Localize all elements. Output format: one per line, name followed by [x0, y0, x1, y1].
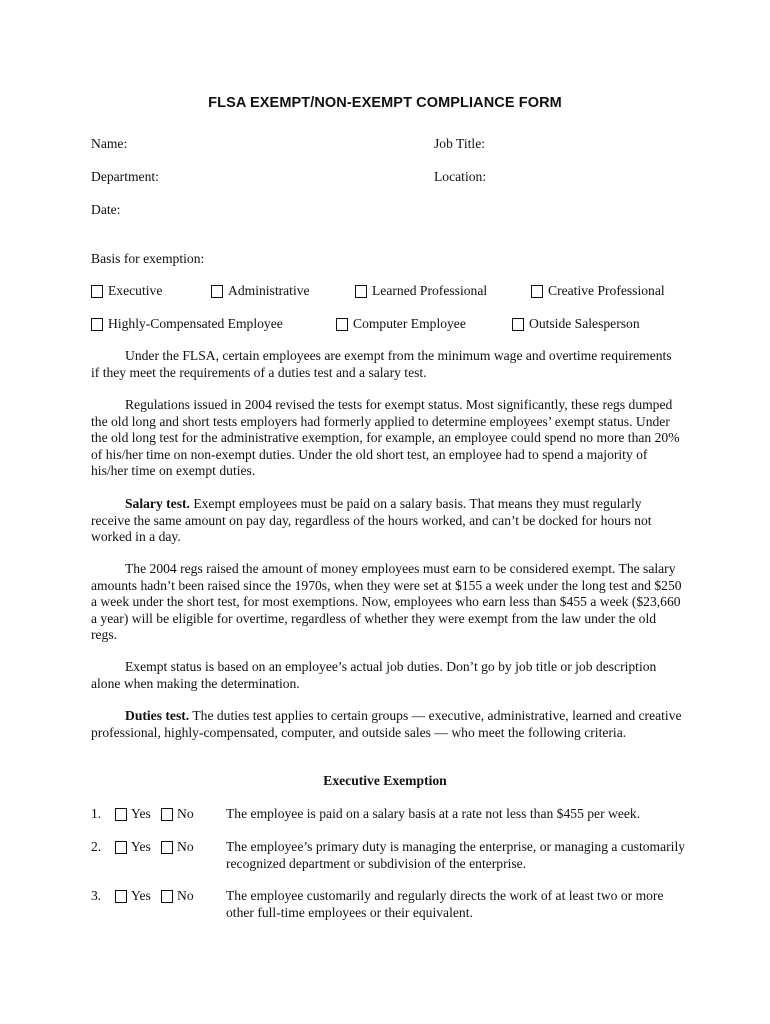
checkbox-square[interactable] [115, 890, 127, 903]
checkbox-square[interactable] [161, 841, 173, 854]
checkbox-square[interactable] [211, 285, 223, 298]
paragraph-text: The duties test applies to certain groups — executive, administrative, learned and creative professional, highly-compensated, computer, and outside sales — who meet the following criteria. [91, 708, 682, 740]
paragraph-text: The 2004 regs raised the amount of money employees must earn to be considered exempt. The salary amounts hadn’t been raised since the 1970s, when they were set at $155 a week under the long test and $250 a week under the short test, for most exemptions. Now, employees who earn less than $455 a week ($23,660 a year) will be eligible for overtime, regardless of whether they were exempt from the law under the old regs. [91, 561, 682, 643]
criterion-text: The employee customarily and regularly directs the work of at least two or more other full-time employees or their equivalent. [226, 888, 664, 920]
form-title: FLSA EXEMPT/NON-EXEMPT COMPLIANCE FORM [208, 95, 562, 111]
yes-label: Yes [131, 888, 151, 903]
yes-label: Yes [131, 806, 151, 821]
paragraph-flsa-intro [91, 348, 683, 381]
date-label: Date: [91, 202, 121, 217]
location-label: Location: [434, 169, 487, 184]
checkbox-highly-compensated[interactable] [91, 316, 283, 332]
no-label: No [177, 806, 194, 821]
criterion-text: The employee is paid on a salary basis at a rate not less than $455 per week. [226, 806, 641, 821]
yes-label: Yes [131, 839, 151, 854]
checkbox-square[interactable] [512, 318, 524, 331]
checkbox-square[interactable] [355, 285, 367, 298]
criterion-number: 3. [91, 888, 102, 903]
name-label: Name: [91, 136, 128, 151]
job-title-label: Job Title: [434, 136, 486, 151]
checkbox-label: Learned Professional [372, 283, 488, 298]
criterion-text: The employee’s primary duty is managing the enterprise, or managing a customarily recognized department or subdivision of the enterprise. [226, 839, 686, 871]
paragraph-text: Regulations issued in 2004 revised the tests for exempt status. Most significantly, these regs dumped the old long and short tests employers had formerly applied to determine employees’ exempt status. Under the old long test for the administrative exemption, for example, an employee could spend no more than 20% of his/her time on non-exempt duties. Under the old short test, an employee had to spend a majority of his/her time on exempt duties. [91, 397, 680, 479]
checkbox-outside-salesperson[interactable] [512, 316, 640, 332]
paragraph-2004-regulations [91, 397, 683, 480]
no-checkbox[interactable] [161, 806, 194, 822]
paragraph-lead: Salary test. [125, 496, 190, 511]
paragraph-exempt-status [91, 659, 683, 692]
paragraph-text: Under the FLSA, certain employees are exempt from the minimum wage and overtime requirements if they meet the requirements of a duties test and a salary test. [91, 348, 672, 380]
checkbox-label: Outside Salesperson [529, 316, 640, 331]
checkbox-label: Executive [108, 283, 163, 298]
executive-exemption-heading: Executive Exemption [323, 773, 447, 788]
yes-checkbox[interactable] [115, 888, 151, 904]
department-label: Department: [91, 169, 159, 184]
checkbox-label: Highly-Compensated Employee [108, 316, 283, 331]
paragraph-text: Exempt employees must be paid on a salary basis. That means they must regularly receive the same amount on pay day, regardless of the hours worked, and can’t be docked for hours not worked in a day. [91, 496, 652, 545]
checkbox-learned-professional[interactable] [355, 283, 487, 299]
no-label: No [177, 888, 194, 903]
checkbox-square[interactable] [91, 285, 103, 298]
checkbox-square[interactable] [336, 318, 348, 331]
yes-checkbox[interactable] [115, 806, 151, 822]
checkbox-square[interactable] [115, 808, 127, 821]
checkbox-square[interactable] [115, 841, 127, 854]
paragraph-duties-test [91, 708, 683, 741]
paragraph-lead: Duties test. [125, 708, 190, 723]
checkbox-executive[interactable] [91, 283, 162, 299]
yes-checkbox[interactable] [115, 839, 151, 855]
checkbox-square[interactable] [161, 890, 173, 903]
checkbox-administrative[interactable] [211, 283, 310, 299]
checkbox-label: Creative Professional [548, 283, 665, 298]
checkbox-label: Computer Employee [353, 316, 466, 331]
no-label: No [177, 839, 194, 854]
checkbox-square[interactable] [91, 318, 103, 331]
no-checkbox[interactable] [161, 839, 194, 855]
criterion-number: 2. [91, 839, 102, 854]
checkbox-creative-professional[interactable] [531, 283, 665, 299]
checkbox-computer-employee[interactable] [336, 316, 466, 332]
paragraph-text: Exempt status is based on an employee’s actual job duties. Don’t go by job title or job description alone when making the determination. [91, 659, 657, 691]
paragraph-salary-test [91, 496, 683, 546]
no-checkbox[interactable] [161, 888, 194, 904]
checkbox-label: Administrative [228, 283, 310, 298]
paragraph-salary-amounts [91, 561, 683, 644]
basis-label: Basis for exemption: [91, 251, 205, 266]
criterion-number: 1. [91, 806, 102, 821]
checkbox-square[interactable] [161, 808, 173, 821]
checkbox-square[interactable] [531, 285, 543, 298]
